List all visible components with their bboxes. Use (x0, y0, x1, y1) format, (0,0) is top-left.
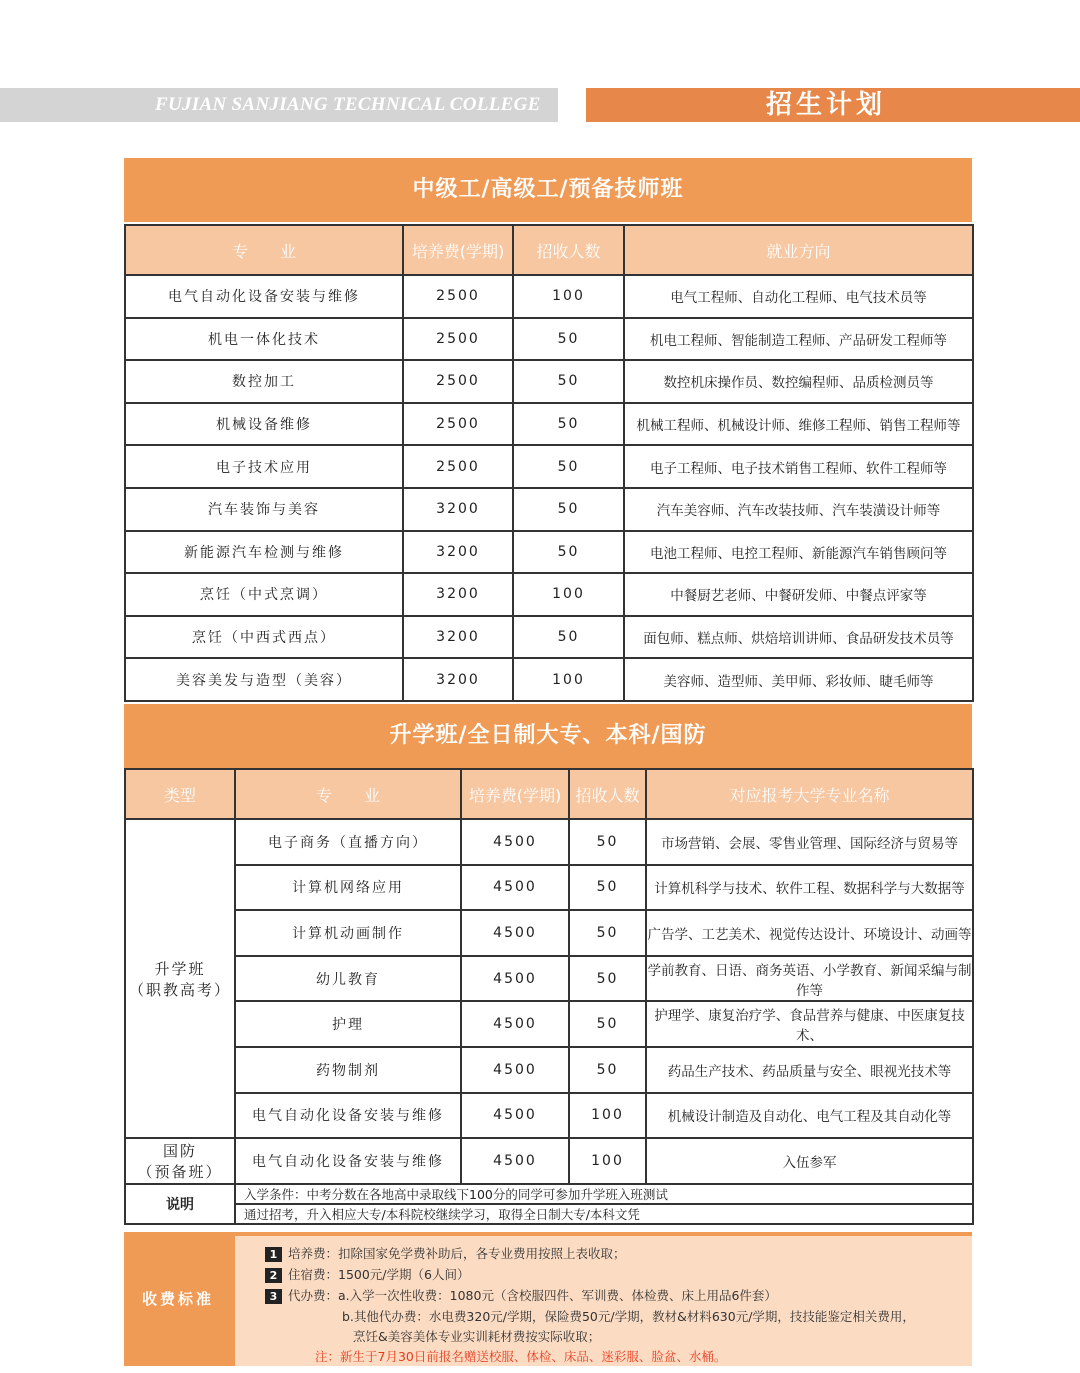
fee-details (235, 1236, 972, 1366)
major-cell: 烹饪（中西式西点） (125, 616, 403, 659)
quota-cell: 50 (569, 819, 646, 865)
fee-cell: 2500 (403, 445, 513, 488)
fee-cell: 2500 (403, 403, 513, 446)
quota-cell: 100 (513, 275, 624, 318)
quota-cell: 100 (513, 573, 624, 616)
fee-item-3: 3 代办费：a.入学一次性收费：1080元（含校服四件、军训费、体检费、床上用品6件套） (265, 1286, 777, 1304)
fee-cell: 4500 (461, 1138, 569, 1184)
column-header: 招收人数 (569, 769, 646, 819)
table-row (125, 445, 973, 488)
career-cell: 数控机床操作员、数控编程师、品质检测员等 (624, 360, 973, 403)
university-major-cell: 机械设计制造及自动化、电气工程及其自动化等 (646, 1093, 973, 1139)
table-row (125, 488, 973, 531)
quota-cell: 50 (569, 1047, 646, 1093)
column-header: 培养费(学期) (403, 225, 513, 275)
column-header: 培养费(学期) (461, 769, 569, 819)
major-cell: 美容美发与造型（美容） (125, 658, 403, 701)
fee-cell: 4500 (461, 956, 569, 1002)
section2-title: 升学班/全日制大专、本科/国防 (124, 704, 972, 768)
major-cell: 烹饪（中式烹调） (125, 573, 403, 616)
career-cell: 汽车美容师、汽车改装技师、汽车装潢设计师等 (624, 488, 973, 531)
quota-cell: 50 (513, 488, 624, 531)
major-cell: 计算机动画制作 (235, 910, 461, 956)
career-cell: 电池工程师、电控工程师、新能源汽车销售顾问等 (624, 531, 973, 574)
major-cell: 数控加工 (125, 360, 403, 403)
fee-cell: 4500 (461, 865, 569, 911)
career-cell: 面包师、糕点师、烘焙培训讲师、食品研发技术员等 (624, 616, 973, 659)
quota-cell: 100 (513, 658, 624, 701)
table-row (125, 531, 973, 574)
major-cell: 护理 (235, 1001, 461, 1047)
section1-title: 中级工/高级工/预备技师班 (124, 158, 972, 222)
quota-cell: 50 (569, 865, 646, 911)
major-cell: 电子技术应用 (125, 445, 403, 488)
table-row (125, 360, 973, 403)
fee-cell: 2500 (403, 360, 513, 403)
table-row (125, 275, 973, 318)
table-row (125, 403, 973, 446)
fee-cell: 4500 (461, 1047, 569, 1093)
fee-note: 注：新生于7月30日前报名赠送校服、体检、床品、迷彩服、脸盆、水桶。 (315, 1349, 727, 1364)
quota-cell: 50 (513, 531, 624, 574)
fee-line-c: 烹饪&美容美体专业实训耗材费按实际收取； (353, 1329, 601, 1344)
column-header: 类型 (125, 769, 235, 819)
table-vocational (124, 224, 974, 702)
fee-cell: 3200 (403, 488, 513, 531)
fee-cell: 3200 (403, 658, 513, 701)
quota-cell: 50 (513, 318, 624, 361)
fee-standard (124, 1232, 972, 1366)
table-row (125, 318, 973, 361)
university-major-cell: 广告学、工艺美术、视觉传达设计、环境设计、动画等 (646, 910, 973, 956)
career-cell: 电气工程师、自动化工程师、电气技术员等 (624, 275, 973, 318)
university-major-cell: 药品生产技术、药品质量与安全、眼视光技术等 (646, 1047, 973, 1093)
fee-cell: 4500 (461, 1001, 569, 1047)
career-cell: 中餐厨艺老师、中餐研发师、中餐点评家等 (624, 573, 973, 616)
note-text: 通过招考，升入相应大专/本科院校继续学习，取得全日制大专/本科文凭 (235, 1204, 973, 1224)
quota-cell: 50 (513, 616, 624, 659)
table-row (125, 1138, 973, 1184)
fee-cell: 4500 (461, 1093, 569, 1139)
quota-cell: 50 (569, 910, 646, 956)
column-header: 对应报考大学专业名称 (646, 769, 973, 819)
table-header (125, 769, 973, 819)
fee-cell: 3200 (403, 531, 513, 574)
fee-cell: 4500 (461, 819, 569, 865)
fee-cell: 4500 (461, 910, 569, 956)
quota-cell: 50 (513, 403, 624, 446)
note-row (125, 1204, 973, 1224)
column-header: 专 业 (235, 769, 461, 819)
table-row (125, 865, 973, 911)
major-cell: 幼儿教育 (235, 956, 461, 1002)
table-row (125, 658, 973, 701)
table-further-study (124, 768, 974, 1225)
career-cell: 机电工程师、智能制造工程师、产品研发工程师等 (624, 318, 973, 361)
quota-cell: 100 (569, 1093, 646, 1139)
group-cell: 升学班 （职教高考） (125, 819, 235, 1138)
group-cell: 国防 （预备班） (125, 1138, 235, 1184)
note-text: 入学条件：中考分数在各地高中录取线下100分的同学可参加升学班入班测试 (235, 1184, 973, 1204)
column-header: 招收人数 (513, 225, 624, 275)
column-header: 就业方向 (624, 225, 973, 275)
college-banner (0, 88, 558, 122)
quota-cell: 50 (569, 956, 646, 1002)
quota-cell: 100 (569, 1138, 646, 1184)
table-row (125, 956, 973, 1002)
fee-label: 收费标准 (141, 1290, 214, 1308)
table-row (125, 616, 973, 659)
table-row (125, 1001, 973, 1047)
major-cell: 药物制剂 (235, 1047, 461, 1093)
fee-cell: 3200 (403, 616, 513, 659)
note-row (125, 1184, 973, 1204)
career-cell: 美容师、造型师、美甲师、彩妆师、睫毛师等 (624, 658, 973, 701)
college-name: FUJIAN SANJIANG TECHNICAL COLLEGE (155, 94, 541, 115)
university-major-cell: 入伍参军 (646, 1138, 973, 1184)
major-cell: 机电一体化技术 (125, 318, 403, 361)
title-banner (586, 88, 1080, 122)
table-row (125, 1093, 973, 1139)
column-header: 专 业 (125, 225, 403, 275)
university-major-cell: 市场营销、会展、零售业管理、国际经济与贸易等 (646, 819, 973, 865)
university-major-cell: 护理学、康复治疗学、食品营养与健康、中医康复技术、 (646, 1001, 973, 1047)
fee-item-1: 1 培养费：扣除国家免学费补助后，各专业费用按照上表收取； (265, 1244, 626, 1262)
major-cell: 机械设备维修 (125, 403, 403, 446)
major-cell: 电气自动化设备安装与维修 (235, 1093, 461, 1139)
major-cell: 汽车装饰与美容 (125, 488, 403, 531)
fee-cell: 3200 (403, 573, 513, 616)
table-row (125, 910, 973, 956)
quota-cell: 50 (513, 445, 624, 488)
table-row (125, 573, 973, 616)
career-cell: 机械工程师、机械设计师、维修工程师、销售工程师等 (624, 403, 973, 446)
quota-cell: 50 (569, 1001, 646, 1047)
fee-cell: 2500 (403, 318, 513, 361)
major-cell: 电子商务（直播方向） (235, 819, 461, 865)
major-cell: 新能源汽车检测与维修 (125, 531, 403, 574)
major-cell: 电气自动化设备安装与维修 (125, 275, 403, 318)
career-cell: 电子工程师、电子技术销售工程师、软件工程师等 (624, 445, 973, 488)
university-major-cell: 学前教育、日语、商务英语、小学教育、新闻采编与制作等 (646, 956, 973, 1002)
table-row (125, 819, 973, 865)
table-header (125, 225, 973, 275)
major-cell: 电气自动化设备安装与维修 (235, 1138, 461, 1184)
major-cell: 计算机网络应用 (235, 865, 461, 911)
fee-line-b: b.其他代办费：水电费320元/学期，保险费50元/学期，教材&材料630元/学期，技技能鉴定相关费用， (342, 1309, 915, 1324)
university-major-cell: 计算机科学与技术、软件工程、数据科学与大数据等 (646, 865, 973, 911)
table-row (125, 1047, 973, 1093)
page-title: 招生计划 (766, 90, 887, 120)
quota-cell: 50 (513, 360, 624, 403)
fee-item-2: 2 住宿费：1500元/学期（6人间） (265, 1265, 469, 1283)
fee-cell: 2500 (403, 275, 513, 318)
note-label: 说明 (125, 1184, 235, 1224)
